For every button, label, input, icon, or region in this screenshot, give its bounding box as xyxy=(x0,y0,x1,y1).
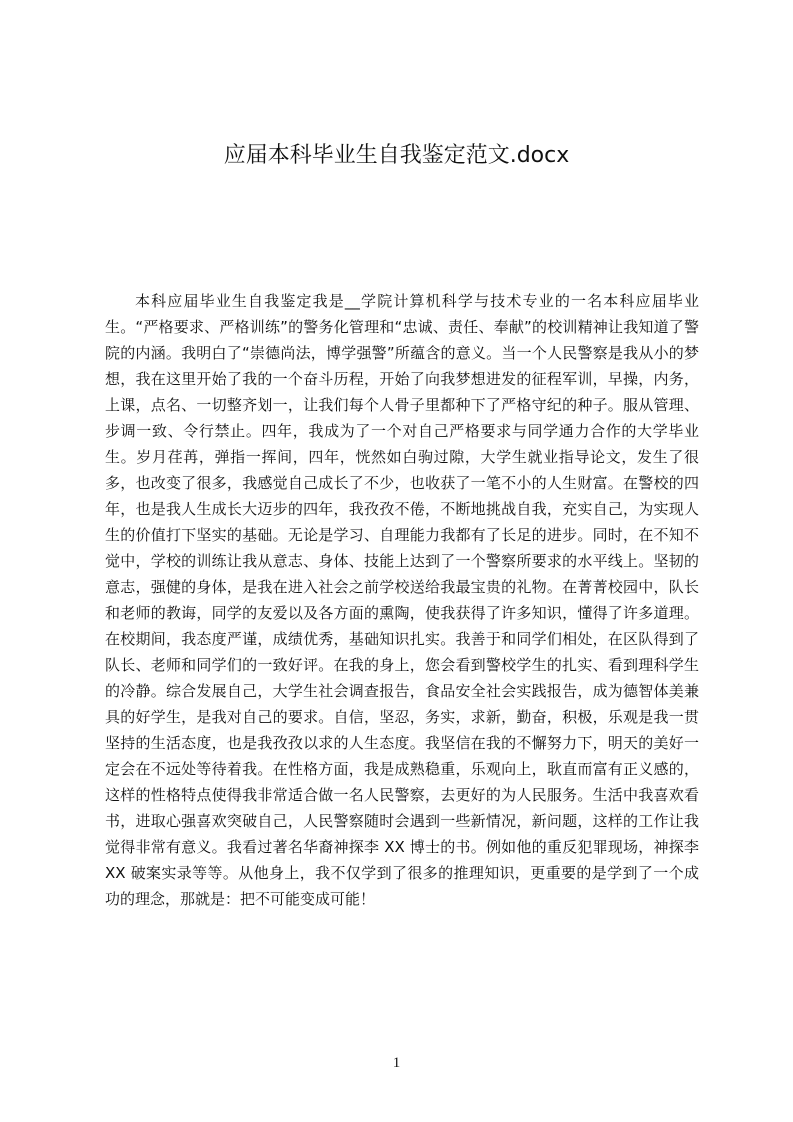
document-title: 应届本科毕业生自我鉴定范文.docx xyxy=(223,143,570,168)
page-number: 1 xyxy=(392,1055,401,1071)
body-paragraph: 本科应届毕业生自我鉴定我是__学院计算机科学与技术专业的一名本科应届毕业生。“严格要求、严格训练”的警务化管理和“忠诚、责任、奉献”的校训精神让我知道了警院的内涵。我明白了“崇德尚法，博学强警”所蕴含的意义。当一个人民警察是我从小的梦想，我在这里开始了我的一个奋斗历程，开始了向我梦想进发的征程军训，早操，内务，上课，点名、一切整齐划一，让我们每个人骨子里都种下了严格守纪的种子。服从管理、步调一致、令行禁止。四年，我成为了一个对自己严格要求与同学通力合作的大学毕业生。岁月荏苒，弹指一挥间，四年，恍然如白驹过隙，大学生就业指导论文，发生了很多，也改变了很多，我感觉自己成长了不少，也收获了一笔不小的人生财富。在警校的四年，也是我人生成长大迈步的四年，我孜孜不倦，不断地挑战自我，充实自己，为实现人生的价值打下坚实的基础。无论是学习、自理能力我都有了长足的进步。同时，在不知不觉中，学校的训练让我从意志、身体、技能上达到了一个警察所要求的水平线上。坚韧的意志，强健的身体，是我在进入社会之前学校送给我最宝贵的礼物。在菁菁校园中，队长和老师的教诲，同学的友爱以及各方面的熏陶，使我获得了许多知识，懂得了许多道理。在校期间，我态度严谨，成绩优秀，基础知识扎实。我善于和同学们相处，在区队得到了队长、老师和同学们的一致好评。在我的身上，您会看到警校学生的扎实、看到理科学生的冷静。综合发展自己，大学生社会调查报告，食品安全社会实践报告，成为德智体美兼具的好学生，是我对自己的要求。自信，坚忍，务实，求新，勤奋，积极，乐观是我一贯坚持的生活态度，也是我孜孜以求的人生态度。我坚信在我的不懈努力下，明天的美好一定会在不远处等待着我。在性格方面，我是成熟稳重，乐观向上，耿直而富有正义感的，这样的性格特点使得我非常适合做一名人民警察，去更好的为人民服务。生活中我喜欢看书，进取心强喜欢突破自己，人民警察随时会遇到一些新情况，新问题，这样的工作让我觉得非常有意义。我看过著名华裔神探李 XX 博士的书。例如他的重反犯罪现场，神探李 XX 破案实录等等。从他身上，我不仅学到了很多的推理知识，更重要的是学到了一个成功的理念，那就是：把不可能变成可能！ xyxy=(105,292,699,908)
